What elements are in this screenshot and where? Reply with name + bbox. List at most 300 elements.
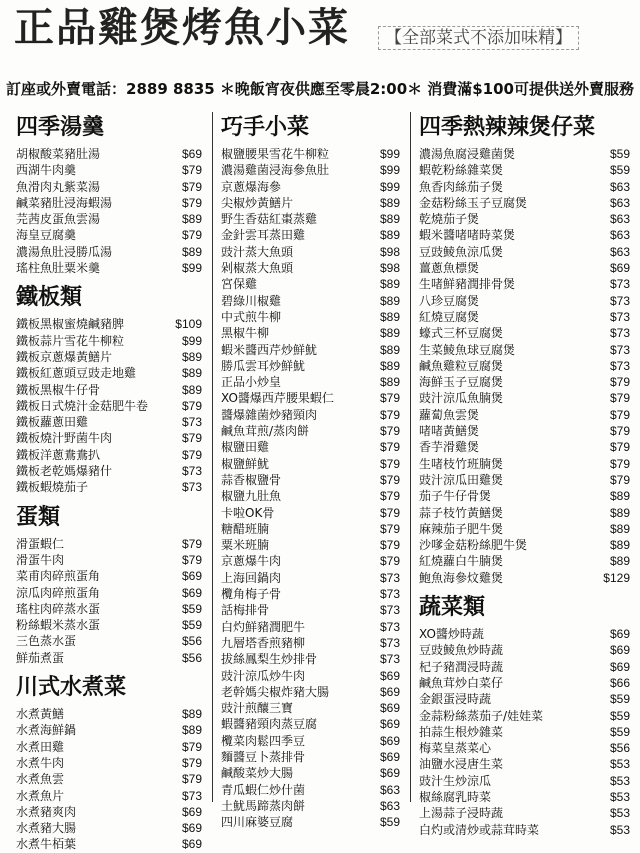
menu-item bbox=[419, 822, 640, 838]
menu-section bbox=[16, 504, 212, 666]
dish-name: 蝦醬豬頸肉蒸豆腐 bbox=[221, 717, 318, 732]
phone-label: 訂座或外賣電話： bbox=[6, 80, 127, 98]
dish-name: 中式煎牛柳 bbox=[221, 309, 282, 324]
menu-item bbox=[419, 211, 640, 227]
dish-name: 油鹽水浸唐生菜 bbox=[419, 757, 504, 772]
dish-price: $79 bbox=[181, 398, 202, 413]
menu-item bbox=[419, 505, 640, 521]
dish-name: 勝瓜雲耳炒鮮魷 bbox=[221, 358, 306, 373]
dish-price: $69 bbox=[181, 837, 202, 852]
menu-item bbox=[221, 146, 410, 162]
menu-item bbox=[16, 316, 212, 332]
menu-section bbox=[16, 114, 212, 276]
menu-item bbox=[221, 798, 410, 814]
dish-price: $109 bbox=[175, 317, 202, 332]
menu-item bbox=[16, 211, 212, 227]
menu-column-1 bbox=[0, 112, 212, 852]
menu-item bbox=[419, 293, 640, 309]
dish-name: 乾燒茄子煲 bbox=[419, 212, 480, 227]
dish-name: 水煮豬大腸 bbox=[16, 821, 77, 836]
dish-price: $69 bbox=[379, 749, 400, 764]
dish-price: $69 bbox=[181, 821, 202, 836]
menu-item bbox=[16, 836, 212, 852]
dish-name: 金銀蛋浸時蔬 bbox=[419, 692, 492, 707]
dish-name: 正品小炒皇 bbox=[221, 375, 282, 390]
dish-name: 海鮮玉子豆腐煲 bbox=[419, 375, 504, 390]
dish-name: 老幹媽尖椒炸豬大腸 bbox=[221, 684, 330, 699]
menu-item bbox=[419, 472, 640, 488]
dish-name: 水煮田雞 bbox=[16, 739, 65, 754]
dish-name: 菜甫肉碎煎蛋角 bbox=[16, 569, 101, 584]
dish-price: $89 bbox=[609, 521, 630, 536]
dish-price: $99 bbox=[379, 163, 400, 178]
dish-name: 鐵板蒜片雪花牛柳粒 bbox=[16, 333, 125, 348]
dish-price: $59 bbox=[379, 815, 400, 830]
menu-item bbox=[419, 244, 640, 260]
dish-price: $73 bbox=[379, 619, 400, 634]
dish-price: $59 bbox=[609, 724, 630, 739]
dish-name: 卡啦OK骨 bbox=[221, 505, 275, 520]
dish-price: $89 bbox=[181, 349, 202, 364]
menu-item bbox=[221, 342, 410, 358]
dish-name: 椒絲腐乳時菜 bbox=[419, 789, 492, 804]
dish-price: $79 bbox=[181, 163, 202, 178]
menu-item bbox=[16, 739, 212, 755]
dish-price: $89 bbox=[181, 244, 202, 259]
dish-price: $56 bbox=[181, 634, 202, 649]
section-title: 蔬菜類 bbox=[419, 595, 486, 621]
menu-section bbox=[16, 674, 212, 853]
dish-name: 粉絲蝦米蒸水蛋 bbox=[16, 618, 101, 633]
dish-price: $79 bbox=[181, 431, 202, 446]
menu-item bbox=[16, 430, 212, 446]
menu-item bbox=[419, 488, 640, 504]
dish-price: $89 bbox=[181, 707, 202, 722]
menu-item bbox=[419, 374, 640, 390]
dish-price: $59 bbox=[181, 601, 202, 616]
dish-name: 話梅排骨 bbox=[221, 603, 270, 618]
dish-price: $63 bbox=[609, 244, 630, 259]
dish-price: $89 bbox=[609, 554, 630, 569]
dish-price: $79 bbox=[379, 391, 400, 406]
dish-price: $63 bbox=[379, 798, 400, 813]
menu-item bbox=[16, 650, 212, 666]
menu-item bbox=[419, 740, 640, 756]
section-title: 蛋類 bbox=[16, 504, 61, 530]
dish-price: $89 bbox=[379, 228, 400, 243]
menu-item bbox=[419, 756, 640, 772]
dish-price: $89 bbox=[609, 505, 630, 520]
dish-name: 蝦乾粉絲雜菜煲 bbox=[419, 163, 504, 178]
dish-name: 水煮牛肉 bbox=[16, 755, 65, 770]
dish-name: 碧綠川椒雞 bbox=[221, 293, 282, 308]
dish-name: 鹹魚茸炒白菜仔 bbox=[419, 675, 504, 690]
dish-price: $79 bbox=[379, 456, 400, 471]
dish-price: $63 bbox=[609, 212, 630, 227]
menu-item bbox=[419, 659, 640, 675]
dish-name: 水煮海鮮鍋 bbox=[16, 723, 77, 738]
dish-name: 鐵板日式燒汁金菇肥牛卷 bbox=[16, 398, 149, 413]
menu-item bbox=[16, 755, 212, 771]
dish-price: $73 bbox=[609, 342, 630, 357]
dish-price: $79 bbox=[609, 440, 630, 455]
dish-name: 豉汁蒸大魚頭 bbox=[221, 244, 294, 259]
menu-column-3 bbox=[410, 112, 640, 837]
dish-name: 豆豉鯪魚炒時蔬 bbox=[419, 643, 504, 658]
dish-price: $56 bbox=[181, 650, 202, 665]
dish-name: 生啫枝竹班腩煲 bbox=[419, 456, 504, 471]
dish-name: 上湯蒜子浸時蔬 bbox=[419, 806, 504, 821]
dish-price: $63 bbox=[609, 228, 630, 243]
dish-price: $79 bbox=[609, 407, 630, 422]
dish-price: $79 bbox=[609, 375, 630, 390]
menu-item bbox=[16, 447, 212, 463]
dish-price: $59 bbox=[181, 618, 202, 633]
dish-name: 鹹魚雞粒豆腐煲 bbox=[419, 358, 504, 373]
menu-item bbox=[419, 146, 640, 162]
dish-name: 涼瓜肉碎煎蛋角 bbox=[16, 585, 101, 600]
dish-name: 豉汁生炒涼瓜 bbox=[419, 773, 492, 788]
dish-name: 鐵板黑椒蜜燒鹹豬脾 bbox=[16, 317, 125, 332]
dish-price: $73 bbox=[379, 603, 400, 618]
dish-name: 海皇豆腐羹 bbox=[16, 228, 77, 243]
dish-price: $73 bbox=[609, 293, 630, 308]
menu-item bbox=[419, 325, 640, 341]
menu-item bbox=[419, 642, 640, 658]
menu-item bbox=[419, 358, 640, 374]
dish-price: $98 bbox=[379, 261, 400, 276]
dish-price: $99 bbox=[379, 179, 400, 194]
dish-price: $89 bbox=[379, 358, 400, 373]
dish-price: $69 bbox=[181, 147, 202, 161]
dish-price: $53 bbox=[609, 806, 630, 821]
dish-price: $79 bbox=[609, 456, 630, 471]
dish-price: $53 bbox=[609, 773, 630, 788]
dish-name: 鹹菜豬肚浸海蝦湯 bbox=[16, 195, 113, 210]
dish-price: $69 bbox=[379, 717, 400, 732]
menu-item bbox=[419, 724, 640, 740]
menu-item bbox=[221, 586, 410, 602]
dish-name: 椒鹽九肚魚 bbox=[221, 489, 282, 504]
dish-price: $99 bbox=[379, 147, 400, 161]
menu-section bbox=[419, 114, 640, 586]
dish-name: 鹹酸菜炒大腸 bbox=[221, 766, 294, 781]
menu-item bbox=[16, 617, 212, 633]
dish-price: $79 bbox=[379, 538, 400, 553]
menu-item bbox=[221, 684, 410, 700]
menu-item bbox=[221, 521, 410, 537]
dish-price: $89 bbox=[379, 342, 400, 357]
dish-price: $79 bbox=[181, 772, 202, 787]
dish-name: 水煮黃鱔 bbox=[16, 707, 65, 722]
dish-price: $89 bbox=[379, 326, 400, 341]
dish-price: $79 bbox=[181, 552, 202, 567]
dish-price: $89 bbox=[379, 212, 400, 227]
section-title: 四季熱辣辣煲仔菜 bbox=[419, 115, 596, 140]
menu-item bbox=[419, 407, 640, 423]
dish-name: 金菇粉絲玉子豆腐煲 bbox=[419, 195, 528, 210]
menu-item bbox=[221, 570, 410, 586]
dish-name: 鐵板老乾媽爆豬什 bbox=[16, 464, 113, 479]
menu-item bbox=[419, 179, 640, 195]
menu-item bbox=[221, 668, 410, 684]
dish-price: $69 bbox=[181, 804, 202, 819]
dish-price: $63 bbox=[609, 195, 630, 210]
dish-price: $79 bbox=[181, 755, 202, 770]
dish-name: 拍蒜生根炒雜菜 bbox=[419, 724, 504, 739]
menu-item bbox=[419, 789, 640, 805]
dish-price: $89 bbox=[181, 366, 202, 381]
dish-name: 白灼鮮豬潤肥牛 bbox=[221, 619, 306, 634]
dish-name: 瑤柱肉碎蒸水蛋 bbox=[16, 601, 101, 616]
menu-item bbox=[221, 749, 410, 765]
dish-price: $53 bbox=[609, 789, 630, 804]
menu-item bbox=[419, 456, 640, 472]
dish-price: $98 bbox=[379, 244, 400, 259]
dish-name: 杞子豬潤浸時蔬 bbox=[419, 659, 504, 674]
dish-name: 黑椒牛柳 bbox=[221, 326, 270, 341]
menu-item bbox=[419, 439, 640, 455]
menu-item bbox=[221, 211, 410, 227]
dish-name: 野生香菇紅棗蒸雞 bbox=[221, 212, 318, 227]
dish-name: 蒜子枝竹黃鱔煲 bbox=[419, 505, 504, 520]
dish-name: 濃湯雞菌浸海參魚肚 bbox=[221, 163, 330, 178]
menu-item bbox=[16, 552, 212, 568]
dish-price: $79 bbox=[181, 447, 202, 462]
menu-item bbox=[419, 773, 640, 789]
menu-item bbox=[419, 390, 640, 406]
dish-price: $79 bbox=[609, 391, 630, 406]
dish-price: $63 bbox=[609, 179, 630, 194]
dish-price: $69 bbox=[181, 585, 202, 600]
dish-name: 生啫鮮豬潤排骨煲 bbox=[419, 277, 516, 292]
dish-price: $89 bbox=[379, 309, 400, 324]
menu-item bbox=[16, 333, 212, 349]
dish-name: 豉汁涼瓜炒牛肉 bbox=[221, 668, 306, 683]
dish-price: $89 bbox=[379, 277, 400, 292]
dish-name: 麻辣茄子肥牛煲 bbox=[419, 521, 504, 536]
menu-item bbox=[419, 195, 640, 211]
menu-item bbox=[16, 706, 212, 722]
menu-item bbox=[16, 788, 212, 804]
menu-item bbox=[16, 463, 212, 479]
menu-item bbox=[16, 382, 212, 398]
menu-item bbox=[16, 146, 212, 162]
dish-price: $53 bbox=[609, 757, 630, 772]
menu-item bbox=[221, 700, 410, 716]
dish-price: $99 bbox=[181, 261, 202, 276]
dish-price: $89 bbox=[181, 382, 202, 397]
hours-notice: ＊晚飯宵夜供應至零晨2:00＊ bbox=[219, 80, 423, 98]
dish-price: $73 bbox=[609, 277, 630, 292]
menu-item bbox=[221, 635, 410, 651]
menu-item bbox=[419, 708, 640, 724]
menu-item bbox=[221, 276, 410, 292]
dish-name: 粟米班腩 bbox=[221, 538, 270, 553]
dish-price: $59 bbox=[609, 163, 630, 178]
dish-name: 宮保雞 bbox=[221, 277, 258, 292]
dish-price: $79 bbox=[379, 407, 400, 422]
dish-price: $79 bbox=[181, 228, 202, 243]
menu-item bbox=[221, 651, 410, 667]
menu-item bbox=[221, 407, 410, 423]
dish-price: $73 bbox=[379, 587, 400, 602]
dish-name: 沙嗲金菇粉絲肥牛煲 bbox=[419, 538, 528, 553]
menu-item bbox=[16, 536, 212, 552]
section-title: 川式水煮菜 bbox=[16, 675, 127, 701]
dish-price: $79 bbox=[181, 179, 202, 194]
menu-item bbox=[419, 227, 640, 243]
section-title: 鐵板類 bbox=[16, 285, 83, 311]
menu-item bbox=[419, 342, 640, 358]
menu-item bbox=[16, 414, 212, 430]
menu-item bbox=[221, 765, 410, 781]
dish-price: $89 bbox=[181, 723, 202, 738]
phone-info bbox=[6, 78, 215, 99]
dish-name: 青瓜蝦仁炒什菌 bbox=[221, 782, 306, 797]
menu-item bbox=[419, 260, 640, 276]
dish-name: 鮑魚海參炆雞煲 bbox=[419, 570, 504, 585]
dish-name: 豉汁涼瓜魚腩煲 bbox=[419, 391, 504, 406]
dish-name: 蝦米醬西芹炒鮮魷 bbox=[221, 342, 318, 357]
menu-item bbox=[16, 601, 212, 617]
dish-name: 啫啫黃鱔煲 bbox=[419, 424, 480, 439]
menu-item bbox=[221, 179, 410, 195]
menu-item bbox=[221, 423, 410, 439]
dish-price: $53 bbox=[609, 822, 630, 837]
dish-name: 瑤柱魚肚粟米羹 bbox=[16, 261, 101, 276]
dish-name: 糖醋班腩 bbox=[221, 521, 270, 536]
dish-price: $69 bbox=[379, 733, 400, 748]
menu-item bbox=[419, 309, 640, 325]
menu-item bbox=[221, 602, 410, 618]
dish-price: $59 bbox=[609, 147, 630, 161]
dish-name: 香芋滑雞煲 bbox=[419, 440, 480, 455]
dish-name: 濃湯魚肚浸勝瓜湯 bbox=[16, 244, 113, 259]
menu-item bbox=[419, 276, 640, 292]
dish-name: 豉汁涼瓜田雞煲 bbox=[419, 472, 504, 487]
dish-price: $59 bbox=[609, 708, 630, 723]
dish-name: 京蔥爆海參 bbox=[221, 179, 282, 194]
menu-section bbox=[221, 114, 410, 830]
dish-name: 拔絲鳳梨生炒排骨 bbox=[221, 652, 318, 667]
menu-item bbox=[16, 260, 212, 276]
menu-item bbox=[16, 195, 212, 211]
dish-name: 蠔式三杯豆腐煲 bbox=[419, 326, 504, 341]
dish-price: $79 bbox=[379, 505, 400, 520]
dish-name: 蝦米醬啫啫時菜煲 bbox=[419, 228, 516, 243]
section-title: 四季湯羹 bbox=[16, 115, 105, 140]
dish-name: 魚香肉絲茄子煲 bbox=[419, 179, 504, 194]
menu-item bbox=[221, 260, 410, 276]
dish-price: $73 bbox=[181, 415, 202, 430]
menu-item bbox=[221, 456, 410, 472]
menu-item bbox=[221, 227, 410, 243]
dish-name: 鐵板蘿蔥田雞 bbox=[16, 415, 89, 430]
dish-price: $73 bbox=[181, 464, 202, 479]
dish-price: $79 bbox=[181, 739, 202, 754]
dish-name: 尖椒炒黃鱔片 bbox=[221, 195, 294, 210]
menu-item bbox=[16, 568, 212, 584]
menu-item bbox=[221, 195, 410, 211]
menu-item bbox=[221, 309, 410, 325]
menu-item bbox=[16, 227, 212, 243]
dish-price: $79 bbox=[379, 554, 400, 569]
menu-item bbox=[221, 733, 410, 749]
menu-column-2 bbox=[212, 112, 410, 830]
menu-item bbox=[221, 374, 410, 390]
menu-item bbox=[419, 805, 640, 821]
dish-price: $89 bbox=[609, 538, 630, 553]
dish-name: 蘿蔔魚雲煲 bbox=[419, 407, 480, 422]
menu-item bbox=[221, 390, 410, 406]
no-msg-note: 【全部菜式不添加味精】 bbox=[378, 26, 579, 50]
menu-item bbox=[221, 162, 410, 178]
dish-name: 茄子牛仔骨煲 bbox=[419, 489, 492, 504]
menu-item bbox=[221, 358, 410, 374]
dish-name: 水煮豬爽肉 bbox=[16, 804, 77, 819]
info-bar bbox=[0, 78, 640, 99]
dish-name: 京蔥爆牛肉 bbox=[221, 554, 282, 569]
restaurant-title: 正品雞煲烤魚小菜 bbox=[14, 5, 350, 51]
dish-price: $63 bbox=[379, 782, 400, 797]
dish-price: $79 bbox=[379, 424, 400, 439]
dish-name: 上海回鍋肉 bbox=[221, 570, 282, 585]
dish-name: 西湖牛肉羹 bbox=[16, 163, 77, 178]
dish-price: $73 bbox=[181, 788, 202, 803]
menu-item bbox=[16, 804, 212, 820]
dish-name: 麵醬豆卜蒸排骨 bbox=[221, 749, 306, 764]
dish-price: $69 bbox=[181, 569, 202, 584]
menu-item bbox=[221, 472, 410, 488]
menu-item bbox=[221, 553, 410, 569]
dish-name: 八珍豆腐煲 bbox=[419, 293, 480, 308]
menu-item bbox=[16, 585, 212, 601]
menu-item bbox=[16, 179, 212, 195]
dish-price: $73 bbox=[379, 570, 400, 585]
dish-price: $79 bbox=[609, 424, 630, 439]
dish-name: 醬爆雜菌炒豬頸肉 bbox=[221, 407, 318, 422]
delivery-notice: 消費滿$100可提供送外賣服務 bbox=[427, 80, 634, 98]
dish-price: $69 bbox=[609, 659, 630, 674]
dish-name: XO醬爆西芹腰果蝦仁 bbox=[221, 391, 334, 406]
dish-name: 芫茜皮蛋魚雲湯 bbox=[16, 212, 101, 227]
dish-name: 九層塔香煎豬柳 bbox=[221, 635, 306, 650]
dish-price: $69 bbox=[379, 684, 400, 699]
dish-price: $79 bbox=[379, 440, 400, 455]
dish-name: 鐵板燒汁野菌牛肉 bbox=[16, 431, 113, 446]
dish-name: 鐵板紅蔥頭豆豉走地雞 bbox=[16, 366, 137, 381]
dish-name: 鮮茄煮蛋 bbox=[16, 650, 65, 665]
dish-name: 三色蒸水蛋 bbox=[16, 634, 77, 649]
dish-name: 椒鹽田雞 bbox=[221, 440, 270, 455]
dish-price: $73 bbox=[181, 480, 202, 495]
menu-item bbox=[16, 633, 212, 649]
menu-item bbox=[16, 722, 212, 738]
dish-price: $59 bbox=[609, 692, 630, 707]
dish-price: $69 bbox=[379, 701, 400, 716]
menu-item bbox=[419, 675, 640, 691]
menu-item bbox=[419, 691, 640, 707]
dish-price: $69 bbox=[609, 643, 630, 658]
dish-price: $73 bbox=[609, 309, 630, 324]
dish-price: $79 bbox=[181, 195, 202, 210]
menu-item bbox=[419, 537, 640, 553]
menu-section bbox=[16, 284, 212, 495]
menu-item bbox=[419, 162, 640, 178]
dish-price: $89 bbox=[379, 195, 400, 210]
dish-name: 滑蛋蝦仁 bbox=[16, 536, 65, 551]
